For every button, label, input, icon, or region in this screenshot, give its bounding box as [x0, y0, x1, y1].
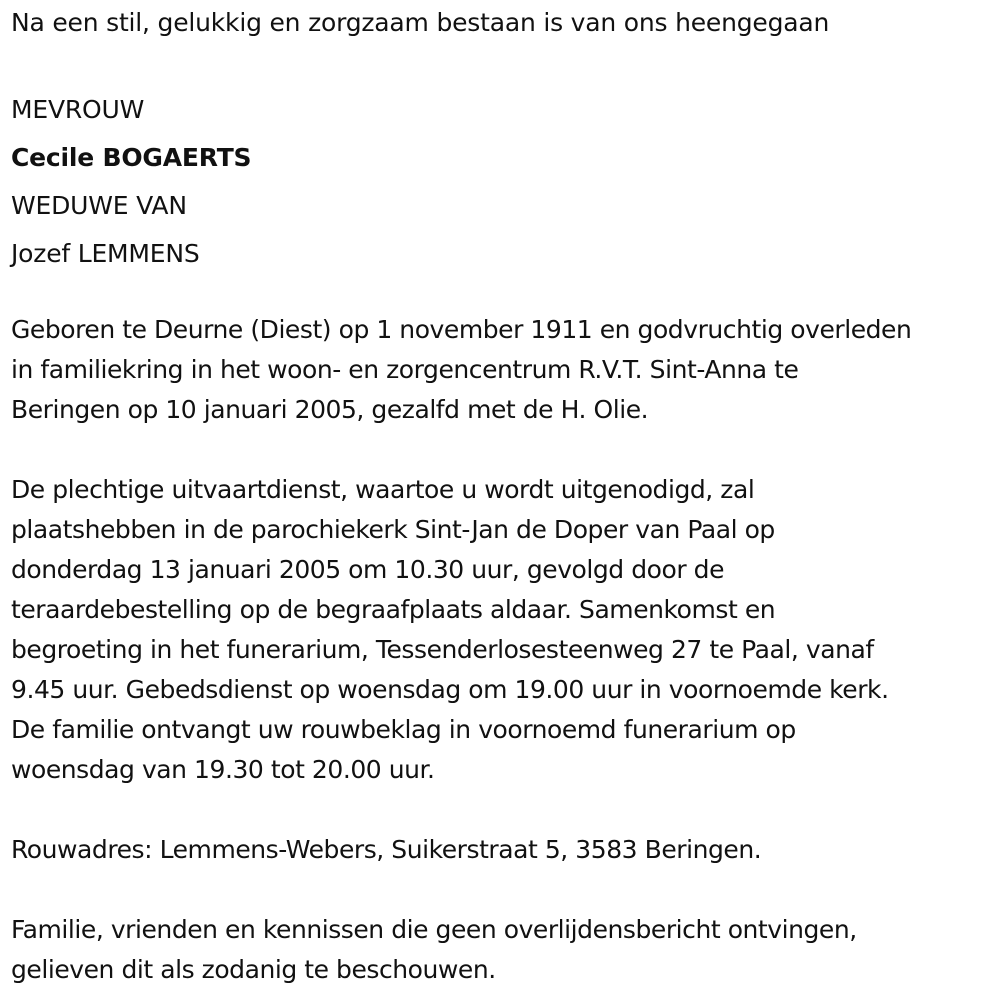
- honorific: MEVROUW: [11, 95, 145, 124]
- spouse-name: Jozef LEMMENS: [11, 239, 200, 268]
- paragraph-line: woensdag van 19.30 tot 20.00 uur.: [11, 755, 435, 784]
- paragraph-line: Familie, vrienden en kennissen die geen overlijdensbericht ontvingen,: [11, 915, 857, 944]
- paragraph-line: De plechtige uitvaartdienst, waartoe u wordt uitgenodigd, zal: [11, 475, 755, 504]
- birth-death-paragraph: [11, 310, 911, 430]
- intro-text: Na een stil, gelukkig en zorgzaam bestaan is van ons heengegaan: [11, 8, 830, 37]
- paragraph-line: begroeting in het funerarium, Tessenderlosesteenweg 27 te Paal, vanaf: [11, 635, 874, 664]
- paragraph-line: Beringen op 10 januari 2005, gezalfd met de H. Olie.: [11, 395, 649, 424]
- address-text: Rouwadres: Lemmens-Webers, Suikerstraat 5, 3583 Beringen.: [11, 835, 762, 864]
- paragraph-line: Geboren te Deurne (Diest) op 1 november 1911 en godvruchtig overleden: [11, 315, 912, 344]
- paragraph-line: gelieven dit als zodanig te beschouwen.: [11, 955, 496, 984]
- paragraph-line: 9.45 uur. Gebedsdienst op woensdag om 19.00 uur in voornoemde kerk.: [11, 675, 889, 704]
- relation-label: WEDUWE VAN: [11, 191, 187, 220]
- mourning-address: [11, 830, 761, 870]
- funeral-paragraph: [11, 470, 889, 790]
- paragraph-line: plaatshebben in de parochiekerk Sint-Jan de Doper van Paal op: [11, 515, 775, 544]
- paragraph-line: donderdag 13 januari 2005 om 10.30 uur, gevolgd door de: [11, 555, 725, 584]
- closing-paragraph: [11, 910, 857, 990]
- paragraph-line: in familiekring in het woon- en zorgencentrum R.V.T. Sint-Anna te: [11, 355, 799, 384]
- deceased-name: Cecile BOGAERTS: [11, 143, 252, 172]
- paragraph-line: teraardebestelling op de begraafplaats aldaar. Samenkomst en: [11, 595, 776, 624]
- intro-line: [11, 3, 829, 43]
- deceased-title-block: [11, 86, 251, 278]
- paragraph-line: De familie ontvangt uw rouwbeklag in voornoemd funerarium op: [11, 715, 796, 744]
